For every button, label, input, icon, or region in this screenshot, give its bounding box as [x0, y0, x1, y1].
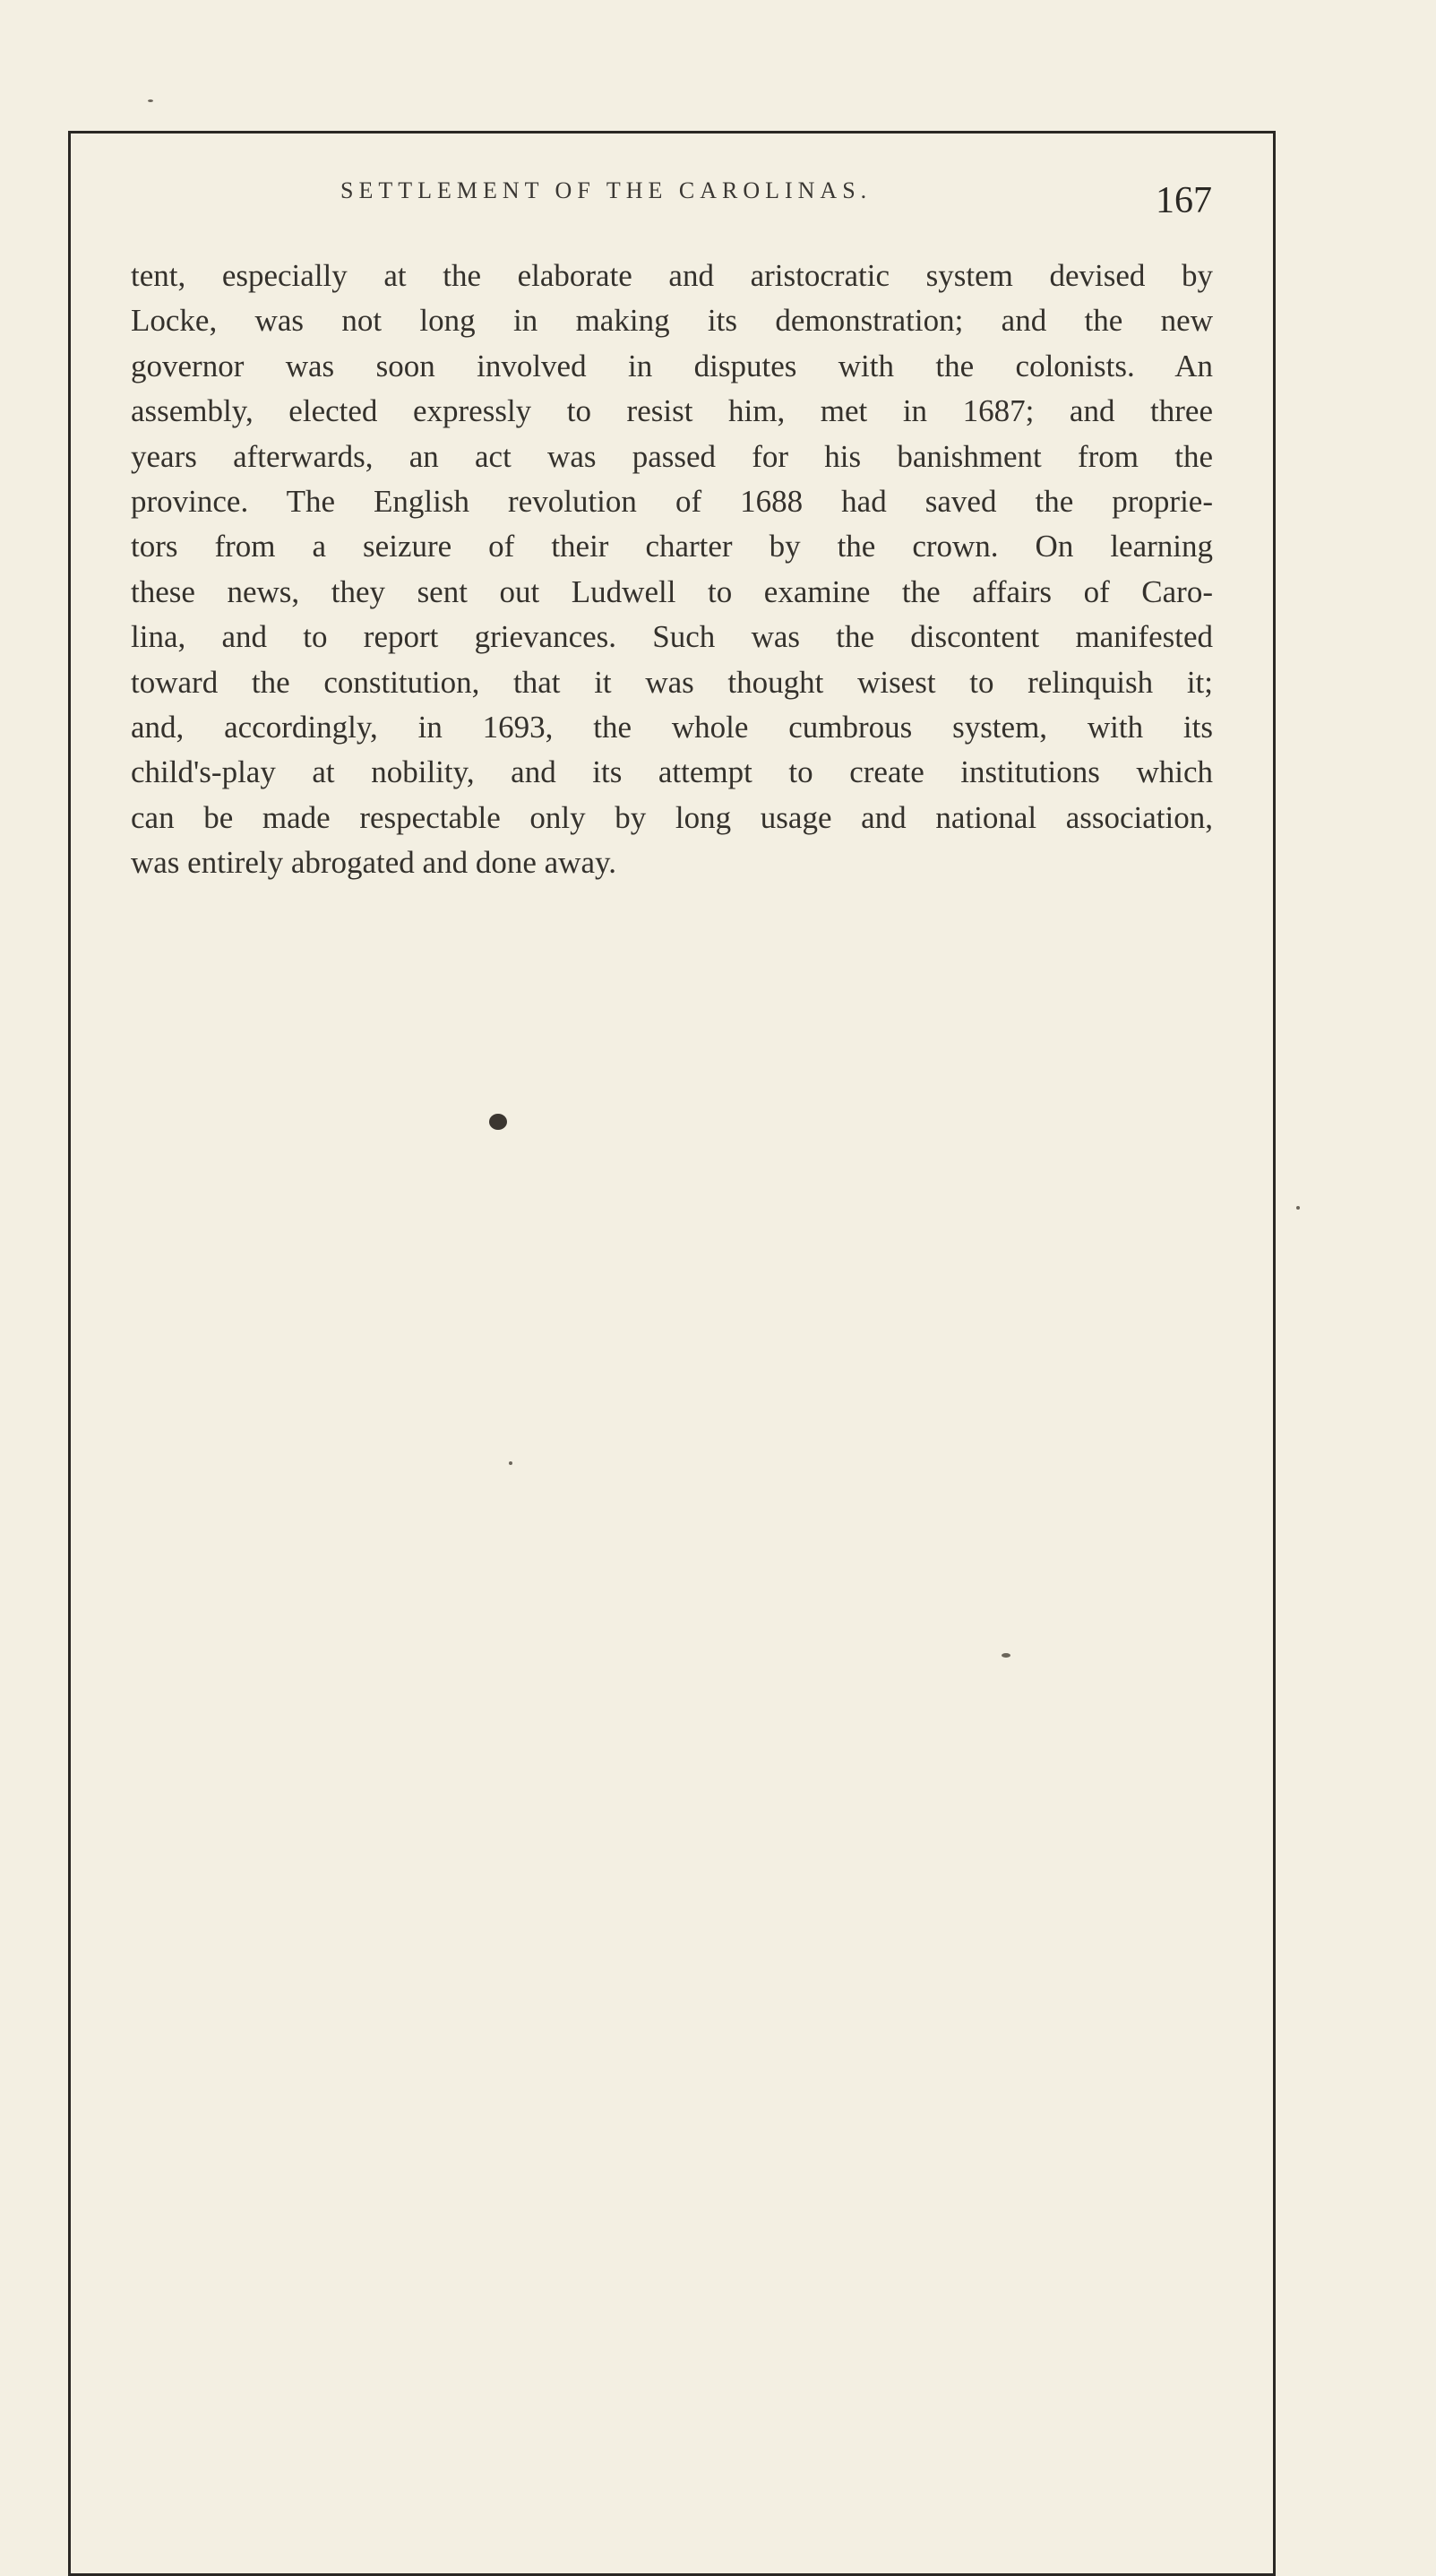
- text-line: can be made respectable only by long usage and national association,: [131, 799, 1213, 835]
- body-text: [131, 254, 1213, 886]
- text-line: assembly, elected expressly to resist him, met in 1687; and three: [131, 393, 1213, 429]
- text-line: toward the constitution, that it was thought wisest to relinquish it;: [131, 664, 1213, 700]
- text-line: years afterwards, an act was passed for his banishment from the: [131, 438, 1213, 474]
- ink-blot: [489, 1114, 507, 1130]
- text-line: lina, and to report grievances. Such was the discontent manifested: [131, 619, 1213, 655]
- running-head: SETTLEMENT OF THE CAROLINAS.: [340, 177, 873, 203]
- ink-speck: [509, 1461, 512, 1465]
- text-line: province. The English revolution of 1688 had saved the proprie-: [131, 484, 1213, 520]
- text-line: child's-play at nobility, and its attempt to create institutions which: [131, 754, 1213, 790]
- text-line: governor was soon involved in disputes with the colonists. An: [131, 348, 1213, 383]
- text-line: was entirely abrogated and done away.: [131, 845, 616, 881]
- page-number: 167: [1156, 180, 1212, 221]
- text-line: these news, they sent out Ludwell to examine the affairs of Caro-: [131, 573, 1213, 609]
- ink-speck: [148, 99, 153, 102]
- text-line: and, accordingly, in 1693, the whole cumbrous system, with its: [131, 710, 1213, 745]
- text-line: tors from a seizure of their charter by the crown. On learning: [131, 529, 1213, 564]
- text-line: tent, especially at the elaborate and aristocratic system devised by: [131, 258, 1213, 293]
- text-line: Locke, was not long in making its demonstration; and the new: [131, 303, 1213, 339]
- ink-speck: [1296, 1206, 1300, 1210]
- ink-speck: [1002, 1653, 1010, 1658]
